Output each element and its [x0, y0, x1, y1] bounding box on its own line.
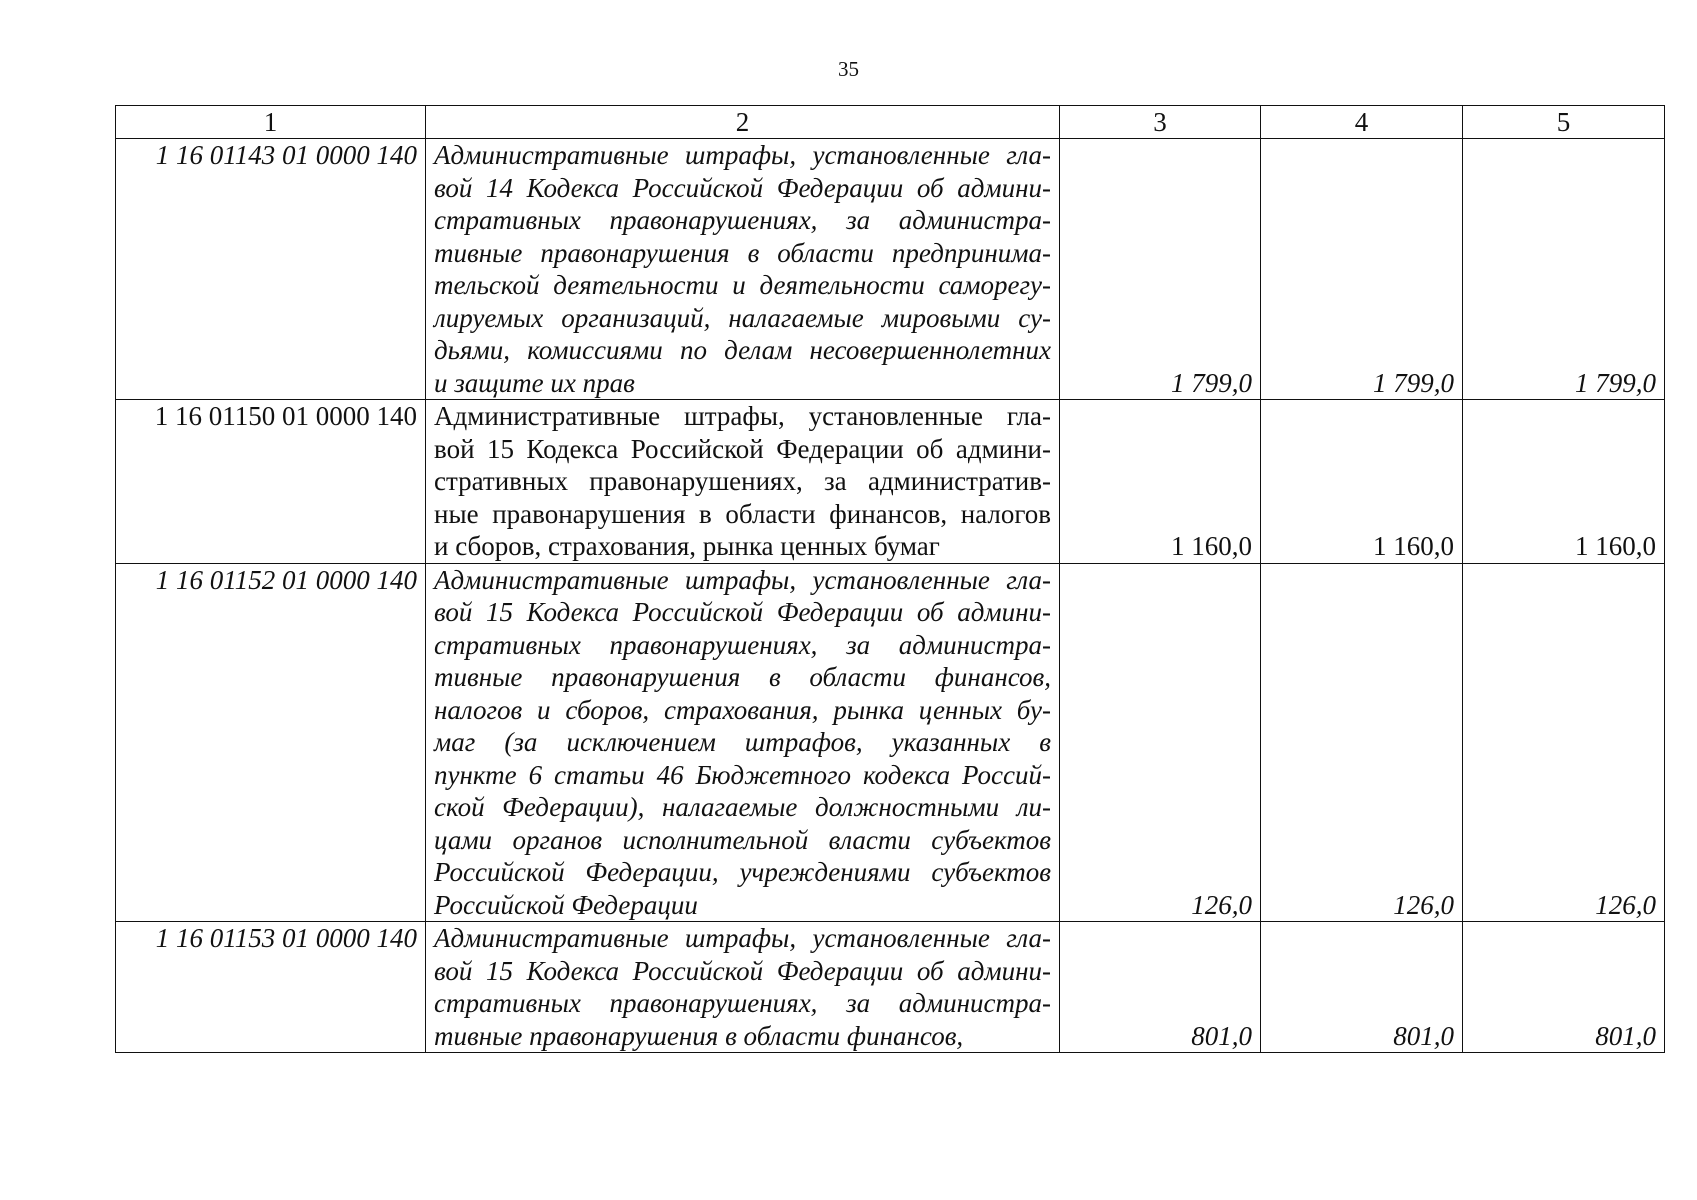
description-line: Административные штрафы, установленные гла- — [434, 564, 1051, 595]
header-col-4: 4 — [1261, 106, 1463, 139]
description-line: тивные правонарушения в области предпринима- — [434, 237, 1051, 268]
description-line: тивные правонарушения в области финансов, — [434, 1020, 964, 1051]
description-line: маг (за исключением штрафов, указанных в — [434, 727, 1051, 757]
description-line: Административные штрафы, установленные гла- — [434, 401, 1051, 431]
row-amount-cell-4: 801,0 — [1261, 922, 1463, 1053]
description-line: Российской Федерации — [434, 889, 698, 920]
row-description-cell — [426, 139, 1060, 400]
description-line: вой 15 Кодекса Российской Федерации об админи- — [434, 955, 1051, 986]
header-col-3: 3 — [1060, 106, 1261, 139]
description-line: цами органов исполнительной власти субъектов — [434, 824, 1051, 855]
description-line: Российской Федерации, учреждениями субъектов — [434, 857, 1051, 887]
row-amount-cell-5: 1 160,0 — [1463, 400, 1665, 564]
row-amount-cell-4: 126,0 — [1261, 563, 1463, 922]
row-code-cell: 1 16 01152 01 0000 140 — [116, 563, 426, 922]
row-amount-cell-3: 801,0 — [1060, 922, 1261, 1053]
description-line: тивные правонарушения в области финансов, — [434, 662, 1051, 692]
description-line: вой 14 Кодекса Российской Федерации об админи- — [434, 172, 1051, 203]
row-amount-cell-5: 126,0 — [1463, 563, 1665, 922]
description-line: лируемых организаций, налагаемые мировыми су- — [434, 302, 1051, 333]
row-description-cell — [426, 922, 1060, 1053]
row-amount-cell-3: 126,0 — [1060, 563, 1261, 922]
table-row — [116, 400, 1665, 564]
row-amount-cell-5: 1 799,0 — [1463, 139, 1665, 400]
description-line: и сборов, страхования, рынка ценных бумаг — [434, 531, 940, 561]
description-line: Административные штрафы, установленные гла- — [434, 140, 1051, 170]
table-row — [116, 563, 1665, 922]
row-description-cell — [426, 563, 1060, 922]
description-line: дьями, комиссиями по делам несовершеннолетних — [434, 335, 1051, 365]
description-line: вой 15 Кодекса Российской Федерации об админи- — [434, 597, 1051, 627]
description-line: вой 15 Кодекса Российской Федерации об админи- — [434, 433, 1051, 464]
description-line: ской Федерации), налагаемые должностными ли- — [434, 792, 1051, 822]
page-number: 35 — [838, 57, 859, 81]
budget-table — [115, 105, 1665, 1053]
row-code-cell: 1 16 01150 01 0000 140 — [116, 400, 426, 564]
description-line: стративных правонарушениях, за администра- — [434, 205, 1051, 235]
description-line: стративных правонарушениях, за административ- — [434, 466, 1051, 496]
row-code-cell: 1 16 01143 01 0000 140 — [116, 139, 426, 400]
description-line: и защите их прав — [434, 367, 635, 398]
table-row — [116, 922, 1665, 1053]
description-line: тельской деятельности и деятельности саморегу- — [434, 270, 1051, 300]
table-body — [116, 139, 1665, 1053]
header-col-2: 2 — [426, 106, 1060, 139]
description-line: стративных правонарушениях, за администра- — [434, 629, 1051, 660]
description-line: пункте 6 статьи 46 Бюджетного кодекса Россий- — [434, 759, 1051, 790]
row-amount-cell-3: 1 160,0 — [1060, 400, 1261, 564]
description-line: стративных правонарушениях, за администра- — [434, 988, 1051, 1018]
header-col-1: 1 — [116, 106, 426, 139]
header-row — [116, 106, 1665, 139]
description-line: налогов и сборов, страхования, рынка ценных бу- — [434, 694, 1051, 725]
row-code-cell: 1 16 01153 01 0000 140 — [116, 922, 426, 1053]
row-amount-cell-5: 801,0 — [1463, 922, 1665, 1053]
header-col-5: 5 — [1463, 106, 1665, 139]
row-amount-cell-4: 1 799,0 — [1261, 139, 1463, 400]
description-line: ные правонарушения в области финансов, налогов — [434, 498, 1051, 529]
row-amount-cell-3: 1 799,0 — [1060, 139, 1261, 400]
row-amount-cell-4: 1 160,0 — [1261, 400, 1463, 564]
description-line: Административные штрафы, установленные гла- — [434, 923, 1051, 953]
table-row — [116, 139, 1665, 400]
row-description-cell — [426, 400, 1060, 564]
